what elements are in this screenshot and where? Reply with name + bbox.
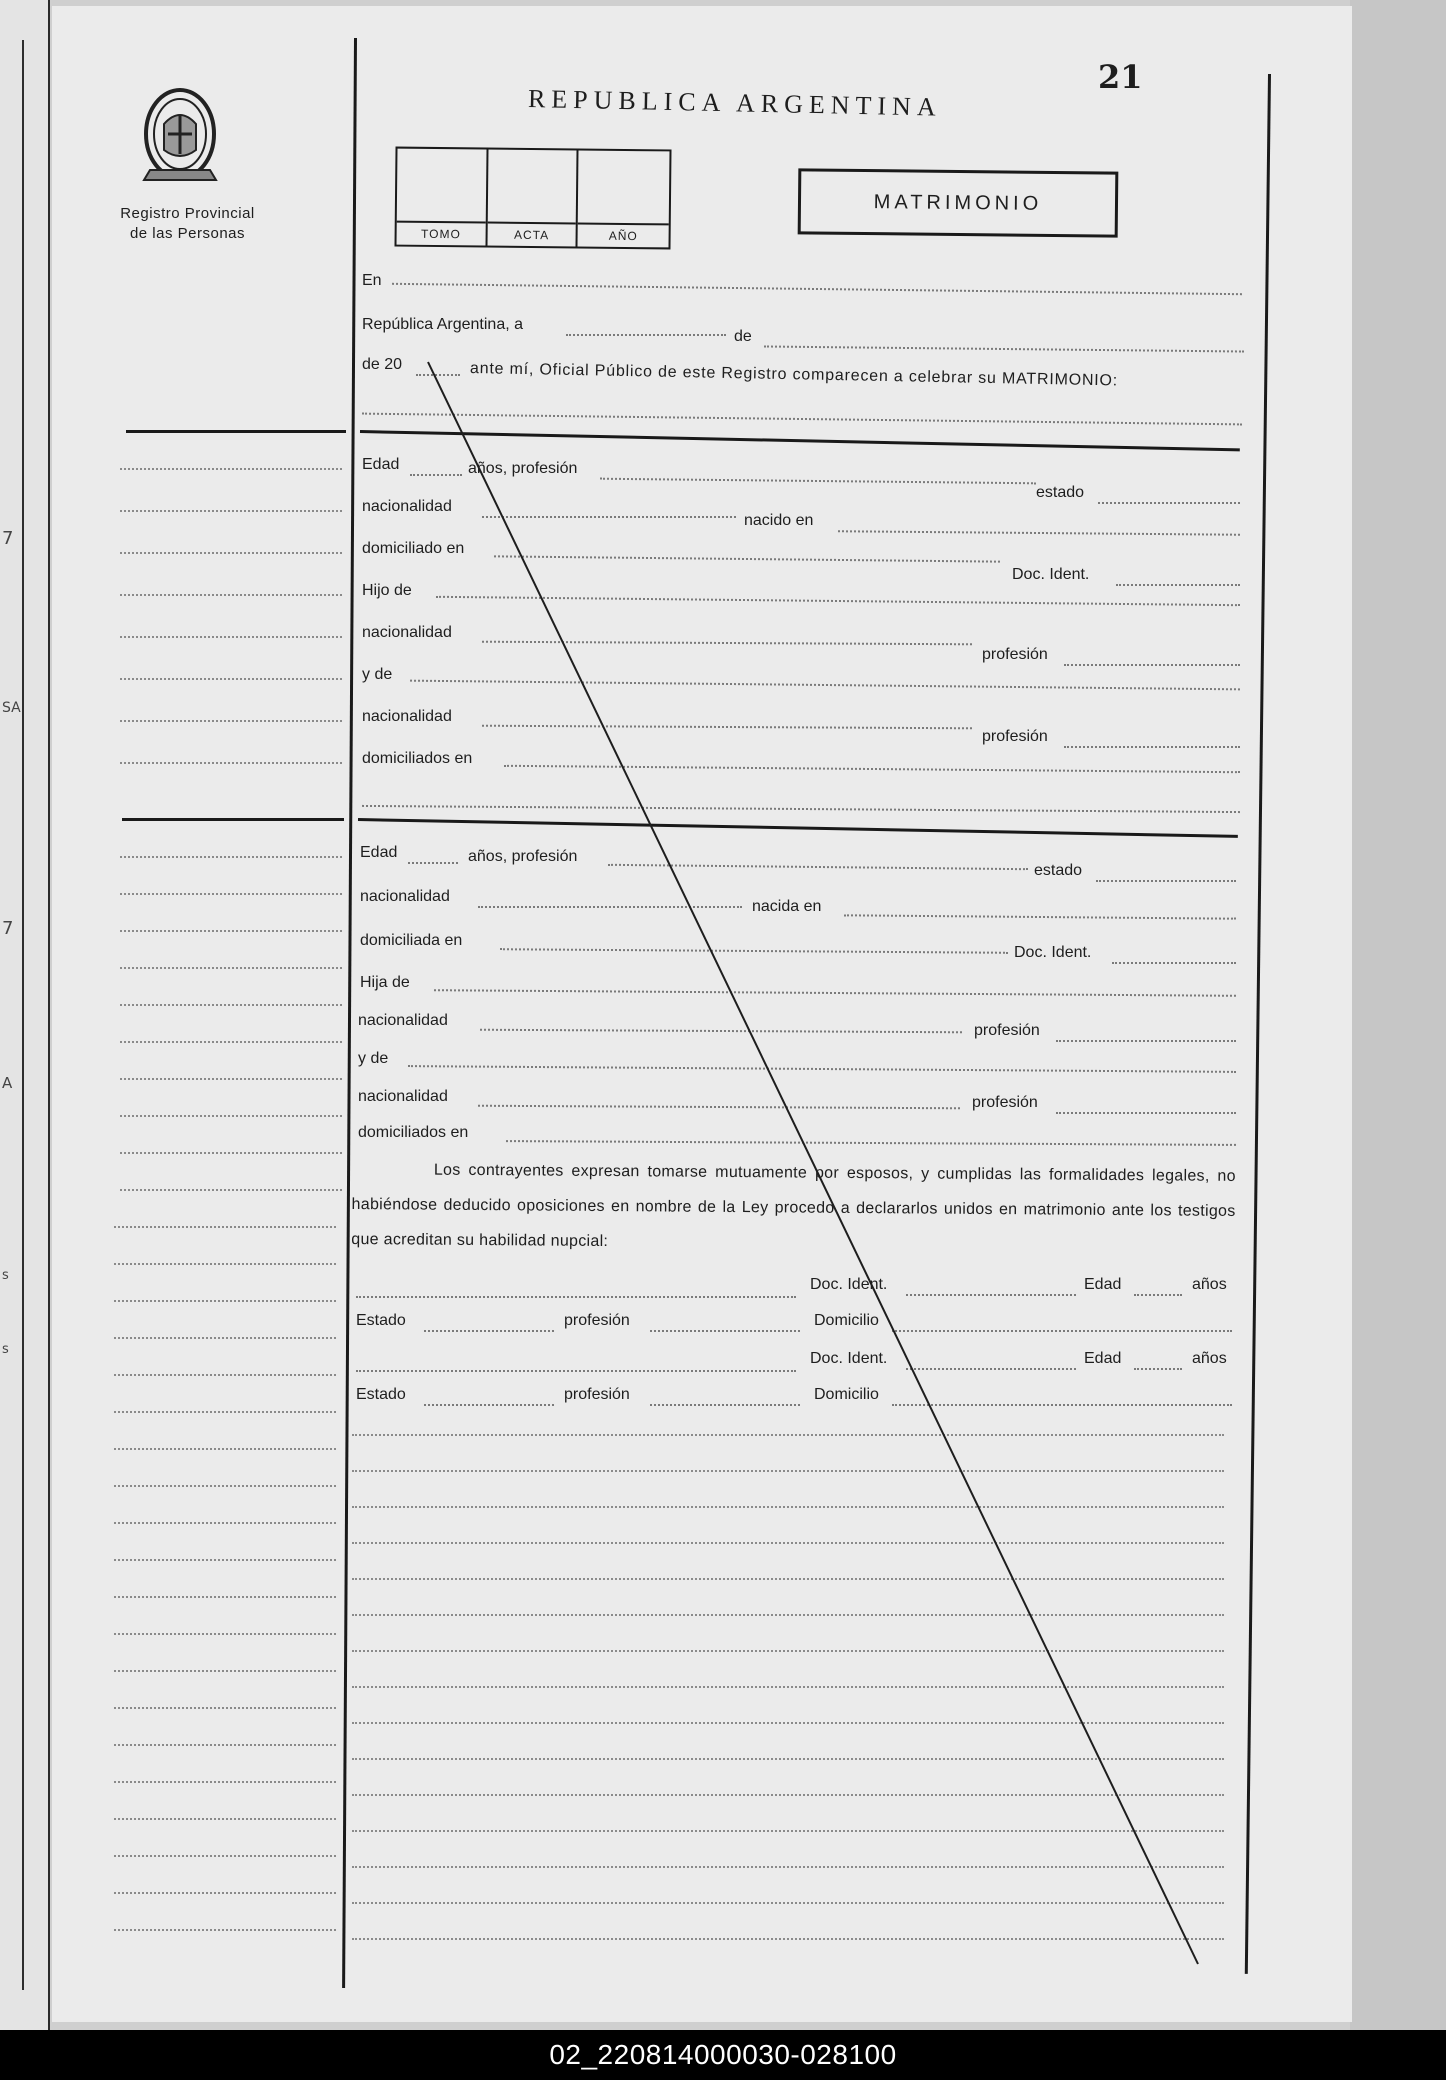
groom-estado-label: estado: [1036, 484, 1085, 501]
margin-mark: 7: [2, 528, 14, 549]
registry-line: Registro Provincial: [120, 205, 255, 222]
bride-nacionalidad-label: nacionalidad: [360, 888, 450, 905]
groom-nacido-label: nacido en: [744, 512, 814, 529]
witness-1-doc-label: Doc. Ident.: [810, 1276, 888, 1293]
groom-father-profesion-label: profesión: [982, 646, 1048, 663]
registry-line: de las Personas: [129, 225, 246, 242]
tomo-label: TOMO: [397, 221, 486, 246]
groom-y-de-label: y de: [362, 666, 393, 683]
bride-hija-label: Hija de: [360, 974, 410, 991]
groom-padres-domicilio-label: domiciliados en: [362, 750, 473, 767]
witness-2-profesion-label: profesión: [564, 1386, 630, 1403]
document-title: REPUBLICA ARGENTINA: [527, 84, 942, 122]
declaration-text: Los contrayentes expresan tomarse mutuamente por esposos, y cumplidas las formalidades legales, no habiéndose deducido oposiciones en nombre de la Ley procedo a declararlos unidos en matrimonio ante los testigos que acreditan su habilidad nupcial:: [351, 1161, 1236, 1251]
record-type-box: MATRIMONIO: [798, 168, 1119, 237]
intro-republica-label: República Argentina, a: [362, 316, 523, 333]
bride-profesion-label: años, profesión: [468, 848, 578, 865]
bride-y-de-label: y de: [358, 1050, 389, 1067]
witness-1-profesion-label: profesión: [564, 1312, 630, 1329]
bride-padres-domicilio-label: domiciliados en: [358, 1124, 469, 1141]
bride-nacida-label: nacida en: [752, 898, 822, 915]
groom-profesion-label: años, profesión: [468, 460, 578, 477]
groom-father-nacionalidad-label: nacionalidad: [362, 624, 452, 641]
groom-nacionalidad-label: nacionalidad: [362, 498, 452, 515]
bride-father-profesion-label: profesión: [974, 1022, 1040, 1039]
bride-domiciliada-label: domiciliada en: [360, 932, 463, 949]
witness-2-doc-label: Doc. Ident.: [810, 1350, 888, 1367]
scan-id-bar: 02_220814000030-028100: [0, 2030, 1446, 2080]
bride-edad-label: Edad: [360, 844, 398, 861]
intro-de-label: de: [734, 328, 752, 345]
bride-estado-label: estado: [1034, 862, 1083, 879]
witness-2-edad-label: Edad: [1084, 1350, 1122, 1367]
intro-year-prefix: de 20: [362, 356, 403, 373]
bride-doc-label: Doc. Ident.: [1014, 944, 1092, 961]
margin-mark: s: [2, 1342, 9, 1357]
witness-2-domicilio-label: Domicilio: [814, 1386, 879, 1403]
groom-edad-label: Edad: [362, 456, 400, 473]
ano-label: AÑO: [578, 222, 669, 247]
bride-mother-profesion-label: profesión: [972, 1094, 1038, 1111]
groom-domiciliado-label: domiciliado en: [362, 540, 465, 557]
margin-mark: A: [2, 1074, 13, 1092]
bride-father-nacionalidad-label: nacionalidad: [358, 1012, 448, 1029]
witness-2-anos-label: años: [1192, 1350, 1227, 1367]
intro-statement: ante mí, Oficial Público de este Registro comparecen a celebrar su MATRIMONIO:: [469, 360, 1119, 390]
groom-doc-label: Doc. Ident.: [1012, 566, 1090, 583]
groom-mother-nacionalidad-label: nacionalidad: [362, 708, 452, 725]
margin-mark: s: [2, 1268, 9, 1283]
intro-en-label: En: [362, 272, 382, 289]
witness-1-estado-label: Estado: [356, 1312, 406, 1329]
witness-2-estado-label: Estado: [356, 1386, 406, 1403]
acta-label: ACTA: [487, 222, 576, 247]
witness-1-domicilio-label: Domicilio: [814, 1312, 879, 1329]
groom-hijo-label: Hijo de: [362, 582, 412, 599]
margin-mark: 7: [2, 918, 14, 939]
page-number: 21: [1098, 58, 1143, 96]
witness-1-anos-label: años: [1192, 1276, 1227, 1293]
witness-1-edad-label: Edad: [1084, 1276, 1122, 1293]
groom-mother-profesion-label: profesión: [982, 728, 1048, 745]
bride-mother-nacionalidad-label: nacionalidad: [358, 1088, 448, 1105]
margin-mark: SA: [2, 700, 21, 716]
